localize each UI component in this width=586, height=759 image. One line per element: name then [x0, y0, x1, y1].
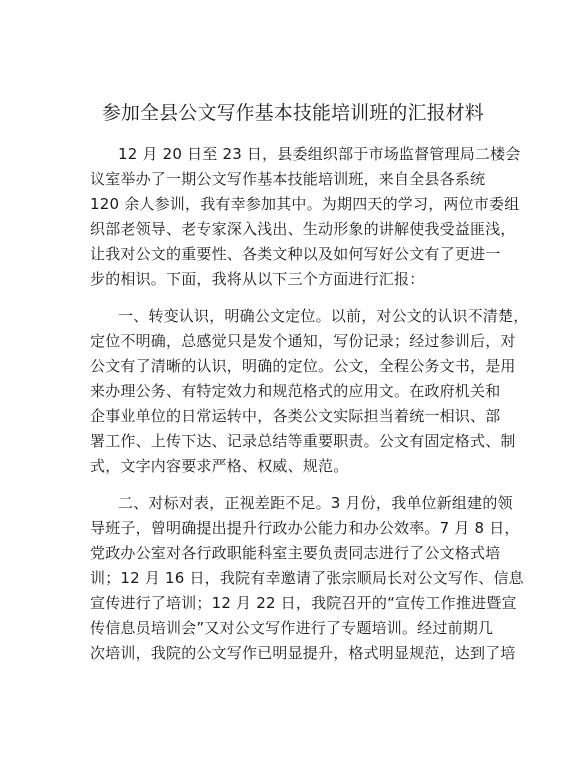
paragraph-1-line-2: 议室举办了一期公文写作基本技能培训班，来自全县各系统	[90, 170, 486, 188]
paragraph-2-line-7: 式，文字内容要求严格、权威、规范。	[90, 457, 349, 475]
document-title: 参加全县公文写作基本技能培训班的汇报材料	[101, 102, 485, 124]
paragraph-2-line-4: 来办理公务、有特定效力和规范格式的应用文。在政府机关和	[90, 382, 501, 400]
paragraph-3-line-6: 传信息员培训会”又对公文写作进行了专题培训。经过前期几	[90, 619, 494, 637]
paragraph-2-line-2: 定位不明确，总感觉只是发个通知，写份记录；经过参训后，对	[90, 332, 516, 350]
paragraph-3-line-3: 党政办公室对各行政职能科室主要负责同志进行了公文格式培	[90, 544, 501, 562]
paragraph-3-line-4: 训；12 月 16 日，我院有幸邀请了张宗顺局长对公文写作、信息	[90, 569, 524, 587]
paragraph-3-line-1: 二、对标对表，正视差距不足。3 月份，我单位新组建的领	[118, 494, 513, 512]
paragraph-1-line-3: 120 余人参训，我有幸参加其中。为期四天的学习，两位市委组	[90, 195, 520, 213]
paragraph-2-line-3: 公文有了清晰的认识，明确的定位。公文，全程公务文书，是用	[90, 357, 516, 375]
paragraph-3-line-2: 导班子，曾明确提出提升行政办公能力和办公效率。7 月 8 日，	[90, 519, 520, 537]
paragraph-2-line-6: 署工作、上传下达、记录总结等重要职责。公文有固定格式、制	[90, 432, 516, 450]
paragraph-3-line-7: 次培训，我院的公文写作已明显提升，格式明显规范，达到了培	[90, 644, 516, 662]
paragraph-2-line-1: 一、转变认识，明确公文定位。以前，对公文的认识不清楚，	[118, 307, 529, 325]
paragraph-2-line-5: 企事业单位的日常运转中，各类公文实际担当着统一相识、部	[90, 407, 501, 425]
paragraph-1-line-4: 织部老领导、老专家深入浅出、生动形象的讲解使我受益匪浅，	[90, 220, 516, 238]
paragraph-1-line-1: 12 月 20 日至 23 日，县委组织部于市场监督管理局二楼会	[118, 145, 521, 163]
paragraph-3-line-5: 宣传进行了培训；12 月 22 日，我院召开的“宣传工作推进暨宣	[90, 594, 517, 612]
paragraph-1-line-5: 让我对公文的重要性、各类文种以及如何写好公文有了更进一	[90, 245, 501, 263]
paragraph-1-line-6: 步的相识。下面，我将从以下三个方面进行汇报：	[90, 270, 425, 288]
